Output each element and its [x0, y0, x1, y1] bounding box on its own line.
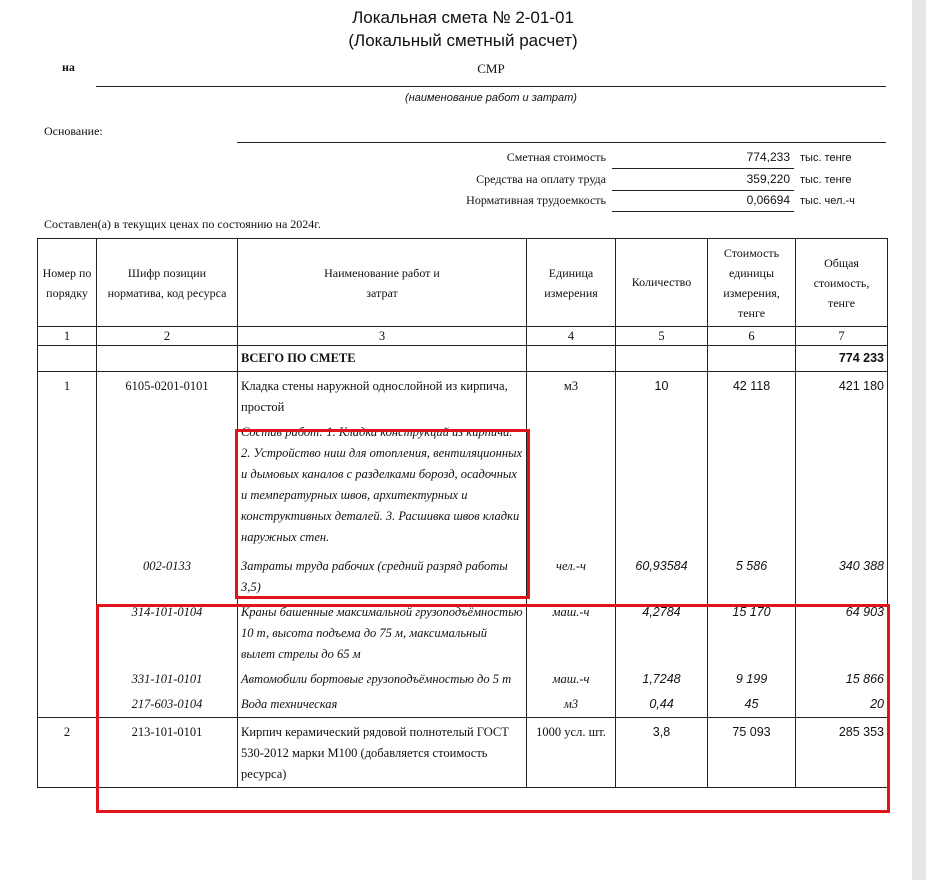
column-number: 4 — [527, 327, 616, 346]
item-name: Кладка стены наружной однослойной из кирпича, простой — [238, 372, 527, 421]
resource-row — [38, 554, 888, 600]
resource-unit: маш.-ч — [527, 600, 616, 667]
composition-row — [38, 420, 888, 554]
resource-unit: чел.-ч — [527, 554, 616, 600]
summary-value: 359,220 — [746, 172, 790, 186]
resource-code: 331-101-0101 — [97, 667, 238, 692]
item-code: 6105-0201-0101 — [97, 372, 238, 421]
item-qty: 10 — [616, 372, 708, 421]
column-number-row — [38, 327, 888, 346]
table-row-item-1 — [38, 372, 888, 421]
resource-name: Краны башенные максимальной грузоподъёмностью 10 т, высота подъема до 75 м, максимальный вылет стрелы до 65 м — [238, 600, 527, 667]
resource-name: Автомобили бортовые грузоподъёмностью до 5 т — [238, 667, 527, 692]
resource-code: 217-603-0104 — [97, 692, 238, 718]
table-row-item-2 — [38, 718, 888, 788]
resource-unit: маш.-ч — [527, 667, 616, 692]
summary-unit: тыс. чел.-ч — [800, 195, 855, 207]
header-cell: Шифр позиции норматива, код ресурса — [97, 239, 238, 327]
column-number: 1 — [38, 327, 97, 346]
summary-value: 0,06694 — [746, 193, 790, 207]
resource-row — [38, 667, 888, 692]
resource-code: 314-101-0104 — [97, 600, 238, 667]
document-subtitle: (Локальный сметный расчет) — [348, 31, 578, 50]
header-cell: Единица измерения — [527, 239, 616, 327]
item-price: 42 118 — [708, 372, 796, 421]
basis-label: Основание: — [44, 124, 103, 138]
item-number: 2 — [38, 718, 97, 788]
resource-cost: 64 903 — [796, 600, 888, 667]
work-composition: Состав работ: 1. Кладка конструкций из кирпича. 2. Устройство ниш для отопления, вентиляционных и дымовых каналов с разделками борозд, осадочных и температурных швов, архитектурных и конструктивных деталей. 3. Расшивка швов кладки наружных стен. — [238, 420, 527, 554]
compiled-note: Составлен(а) в текущих ценах по состоянию на 2024г. — [44, 217, 321, 231]
table-header-row — [38, 239, 888, 327]
document-title: Локальная смета № 2-01-01 — [352, 8, 574, 27]
summary-label: Нормативная трудоемкость — [466, 193, 606, 207]
item-name: Кирпич керамический рядовой полнотелый ГОСТ 530-2012 марки М100 (добавляется стоимость ресурса) — [238, 718, 527, 788]
work-name: СМР — [477, 61, 505, 76]
header-cell: Стоимость единицы измерения, тенге — [708, 239, 796, 327]
resource-qty: 4,2784 — [616, 600, 708, 667]
resource-cost: 20 — [796, 692, 888, 718]
header-cell: Общая стоимость, тенге — [796, 239, 888, 327]
header-cell: Номер по порядку — [38, 239, 97, 327]
resource-price: 15 170 — [708, 600, 796, 667]
resource-qty: 0,44 — [616, 692, 708, 718]
summary-value: 774,233 — [746, 150, 790, 164]
resource-qty: 1,7248 — [616, 667, 708, 692]
resource-cost: 340 388 — [796, 554, 888, 600]
total-label: ВСЕГО ПО СМЕТЕ — [238, 346, 527, 372]
column-number: 2 — [97, 327, 238, 346]
resource-row — [38, 600, 888, 667]
resource-name: Вода техническая — [238, 692, 527, 718]
item-price: 75 093 — [708, 718, 796, 788]
column-number: 3 — [238, 327, 527, 346]
item-unit: 1000 усл. шт. — [527, 718, 616, 788]
work-caption: (наименование работ и затрат) — [405, 92, 577, 104]
resource-qty: 60,93584 — [616, 554, 708, 600]
estimate-table — [37, 238, 888, 788]
total-value: 774 233 — [796, 346, 888, 372]
column-number: 7 — [796, 327, 888, 346]
summary-unit: тыс. тенге — [800, 152, 852, 164]
column-number: 6 — [708, 327, 796, 346]
summary-label: Сметная стоимость — [506, 150, 606, 164]
resource-name: Затраты труда рабочих (средний разряд работы 3,5) — [238, 554, 527, 600]
header-cell: Количество — [616, 239, 708, 327]
column-number: 5 — [616, 327, 708, 346]
item-cost: 285 353 — [796, 718, 888, 788]
resource-unit: м3 — [527, 692, 616, 718]
total-row — [38, 346, 888, 372]
item-number: 1 — [38, 372, 97, 421]
item-qty: 3,8 — [616, 718, 708, 788]
item-code: 213-101-0101 — [97, 718, 238, 788]
resource-price: 45 — [708, 692, 796, 718]
page-edge-strip — [912, 0, 926, 880]
na-label: на — [62, 60, 75, 74]
resource-code: 002-0133 — [97, 554, 238, 600]
item-cost: 421 180 — [796, 372, 888, 421]
resource-price: 9 199 — [708, 667, 796, 692]
header-cell: Наименование работ и затрат — [238, 239, 527, 327]
resource-cost: 15 866 — [796, 667, 888, 692]
resource-price: 5 586 — [708, 554, 796, 600]
resource-row — [38, 692, 888, 718]
summary-label: Средства на оплату труда — [476, 172, 606, 186]
summary-unit: тыс. тенге — [800, 174, 852, 186]
item-unit: м3 — [527, 372, 616, 421]
